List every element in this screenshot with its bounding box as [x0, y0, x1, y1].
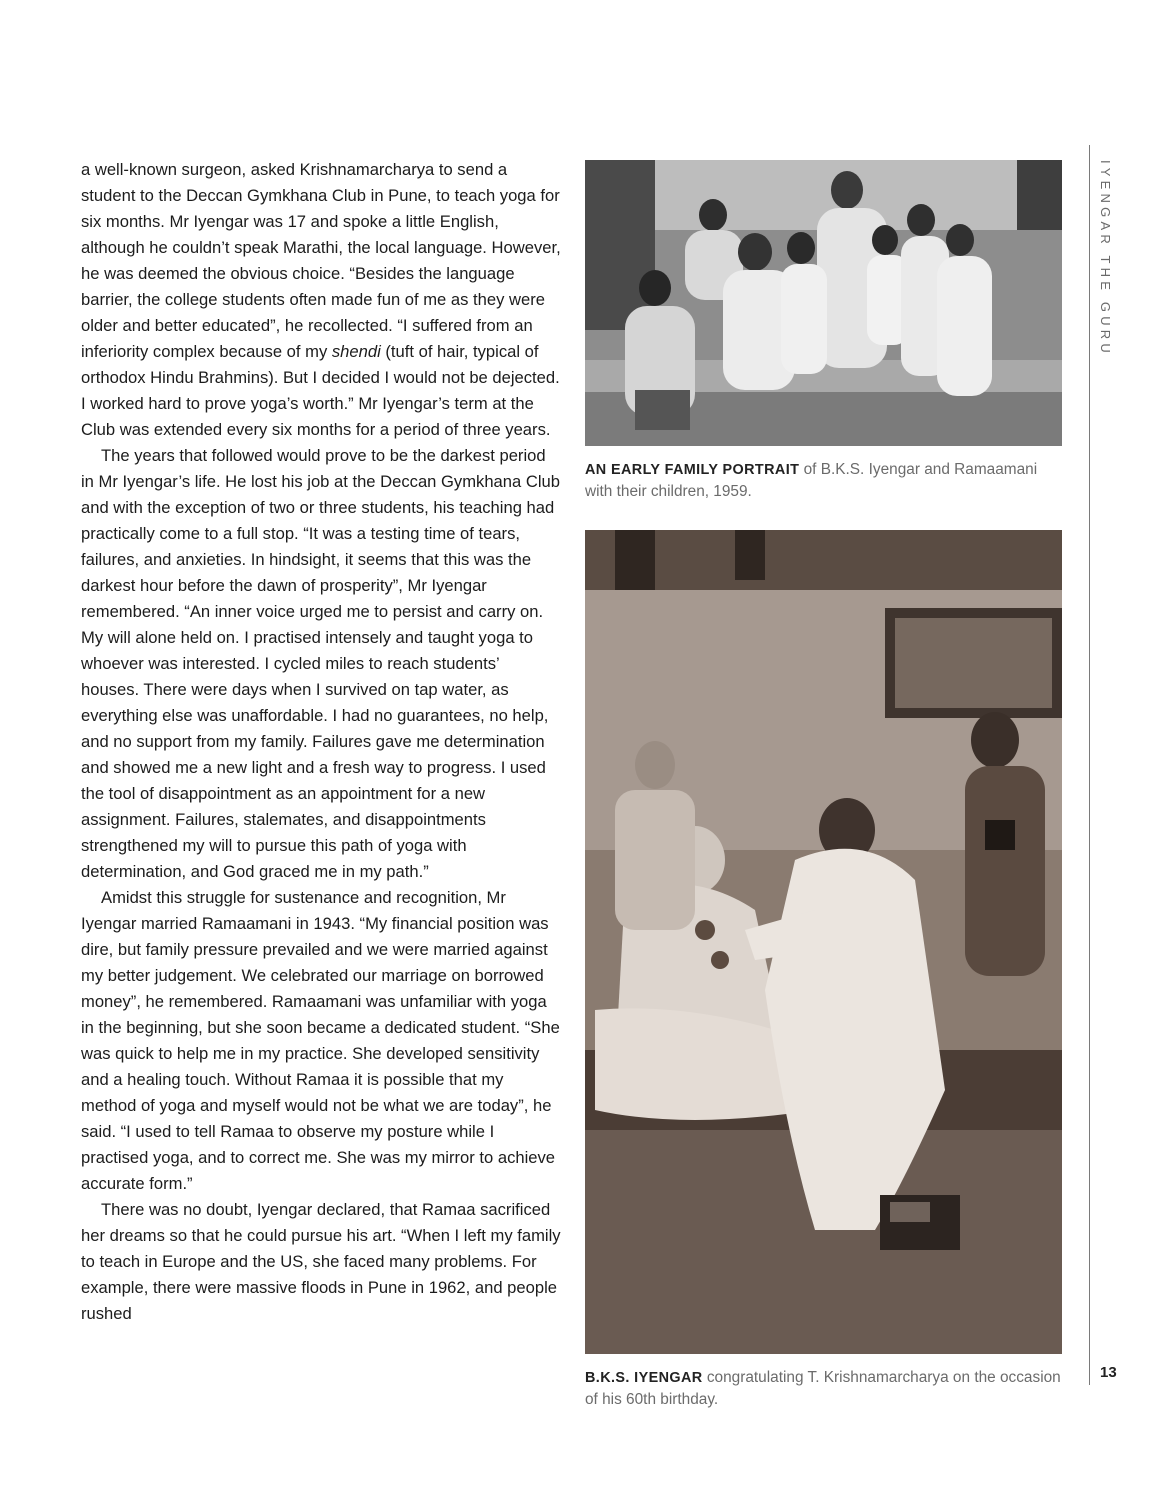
photo-caption-1: [585, 459, 1065, 502]
family-portrait-photo: [585, 160, 1062, 446]
body-text-column: [81, 157, 561, 1327]
italic-term: shendi: [331, 342, 381, 361]
paragraph-4: There was no doubt, Iyengar declared, that Ramaa sacrificed her dreams so that he could pursue his art. “When I left my family to teach in Europe and the US, she faced many problems. For example, there were massive floods in Pune in 1962, and people rushed: [81, 1200, 561, 1323]
paragraph-3: Amidst this struggle for sustenance and recognition, Mr Iyengar married Ramaamani in 1943. “My financial position was dire, but family pressure prevailed and we were married against my better judgement. We celebrated our marriage on borrowed money”, he remembered. Ramaamani was unfamiliar with yoga in the beginning, but she soon became a dedicated student. “She was quick to help me in my practice. She developed sensitivity and a healing touch. Without Ramaa it is possible that my method of yoga and myself would not be what we are today”, he said. “I used to tell Ramaa to observe my posture while I practised yoga, and to correct me. She was my mirror to achieve accurate form.”: [81, 888, 560, 1193]
caption-lead: AN EARLY FAMILY PORTRAIT: [585, 462, 800, 478]
caption-text: congratulating T. Krishnamarcharya on the occasion of his 60th birthday.: [585, 1369, 1061, 1408]
vertical-rule: [1089, 145, 1090, 1385]
paragraph-1: a well-known surgeon, asked Krishnamarcharya to send a student to the Deccan Gymkhana Club in Pune, to teach yoga for six months. Mr Iyengar was 17 and spoke a little English, although he couldn’t speak Marathi, the local language. However, he was deemed the obvious choice. “Besides the language barrier, the college students often made fun of me as they were older and better educated”, he recollected. “I suffered from an inferiority complex because of my shendi (tuft of hair, typical of orthodox Hindu Brahmins). But I decided I would not be dejected. I worked hard to prove yoga’s worth.” Mr Iyengar’s term at the Club was extended every six months for a period of three years.: [81, 160, 561, 439]
caption-text: of B.K.S. Iyengar and Ramaamani with their children, 1959.: [585, 461, 1038, 500]
caption-lead: B.K.S. IYENGAR: [585, 1370, 703, 1386]
running-head-text: IYENGAR THE GURU: [1098, 160, 1113, 357]
page-number: 13: [1100, 1364, 1117, 1381]
birthday-ceremony-photo: [585, 530, 1062, 1354]
photo-caption-2: [585, 1367, 1065, 1410]
running-head: [1091, 160, 1115, 360]
paragraph-2: The years that followed would prove to be the darkest period in Mr Iyengar’s life. He lost his job at the Deccan Gymkhana Club and with the exception of two or three students, his teaching had practically come to a full stop. “It was a testing time of tears, failures, and anxieties. In hindsight, it seems that this was the darkest hour before the dawn of prosperity”, Mr Iyengar remembered. “An inner voice urged me to persist and carry on. My will alone held on. I practised intensely and taught yoga to whoever was interested. I cycled miles to reach students’ houses. There were days when I survived on tap water, as everything else was unaffordable. I had no guarantees, no help, and no support from my family. Failures gave me determination and showed me a new light and a fresh way to progress. I used the tool of disappointment as an appointment for a new assignment. Failures, stalemates, and disappointments strengthened my will to pursue this path of yoga with determination, and God graced me in my path.”: [81, 446, 560, 881]
